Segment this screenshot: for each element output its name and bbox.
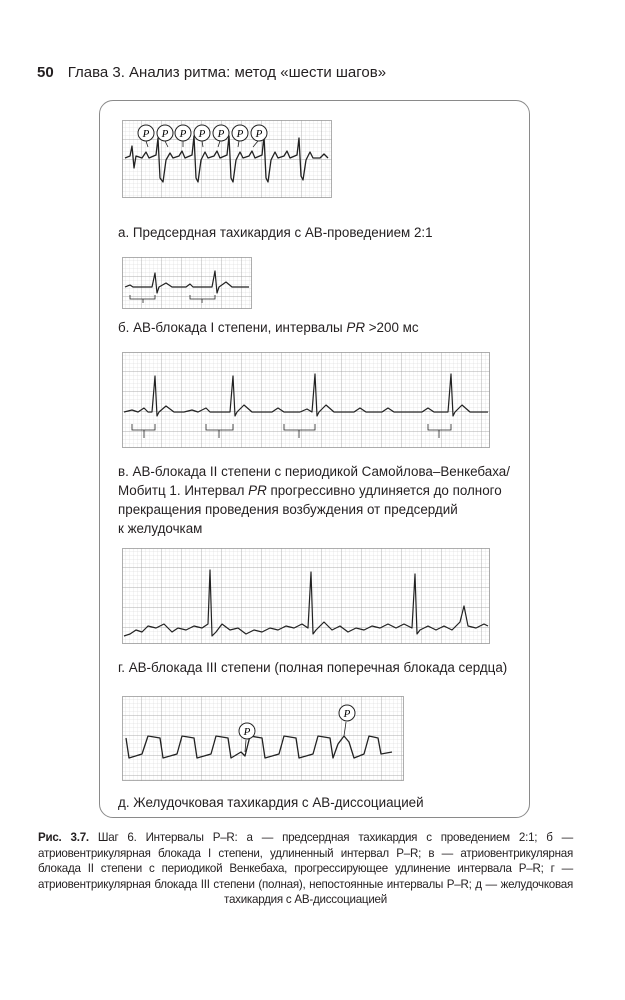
panel-e-caption: д. Желудочковая тахикардия с АВ-диссоциацией — [118, 795, 424, 810]
panel-d-caption: г. АВ-блокада III степени (полная поперечная блокада сердца) — [118, 660, 508, 675]
svg-text:P: P — [217, 128, 225, 140]
figure-label: Рис. 3.7. — [38, 831, 89, 844]
ecg-strip-e — [122, 696, 404, 781]
svg-text:P: P — [343, 708, 351, 720]
svg-text:P: P — [198, 128, 206, 140]
ecg-strip-b — [122, 257, 252, 309]
svg-text:P: P — [179, 128, 187, 140]
svg-text:P: P — [255, 128, 263, 140]
ecg-strip-a — [122, 120, 332, 198]
svg-text:P: P — [243, 726, 251, 738]
panel-a-caption: а. Предсердная тахикардия с АВ-проведением 2:1 — [118, 225, 433, 240]
page-header — [37, 64, 386, 81]
figure-caption — [38, 830, 573, 908]
panel-b-caption: б. АВ-блокада I степени, интервалы PR >200 мс — [118, 320, 419, 335]
figure-caption-text: Шаг 6. Интервалы P–R: а — предсердная тахикардия с проведением 2:1; б — атриовентрикулярная блокада I степени, удлиненный интервал P–R; в — атриовентрикулярная блокада II степени с периодикой Венкебаха, прогрессирующее удлинение интервала P–R; г — атриовентрикулярная блокада III степени (полная), непостоянные интервалы P–R; д — желудочковая тахикардия с АВ-диссоциацией — [38, 831, 573, 906]
svg-text:P: P — [142, 128, 150, 140]
page-number: 50 — [37, 64, 54, 81]
panel-c-caption: в. АВ-блокада II степени с периодикой Самойлова–Венкебаха/ Мобитц 1. Интервал PR прогрессивно удлиняется до полного прекращения проведения возбуждения от предсердий к желудочкам — [118, 464, 510, 536]
ecg-strip-d — [122, 548, 490, 644]
chapter-title: Глава 3. Анализ ритма: метод «шести шагов» — [67, 64, 387, 81]
svg-text:P: P — [236, 128, 244, 140]
ecg-strip-c — [122, 352, 490, 448]
svg-text:P: P — [161, 128, 169, 140]
